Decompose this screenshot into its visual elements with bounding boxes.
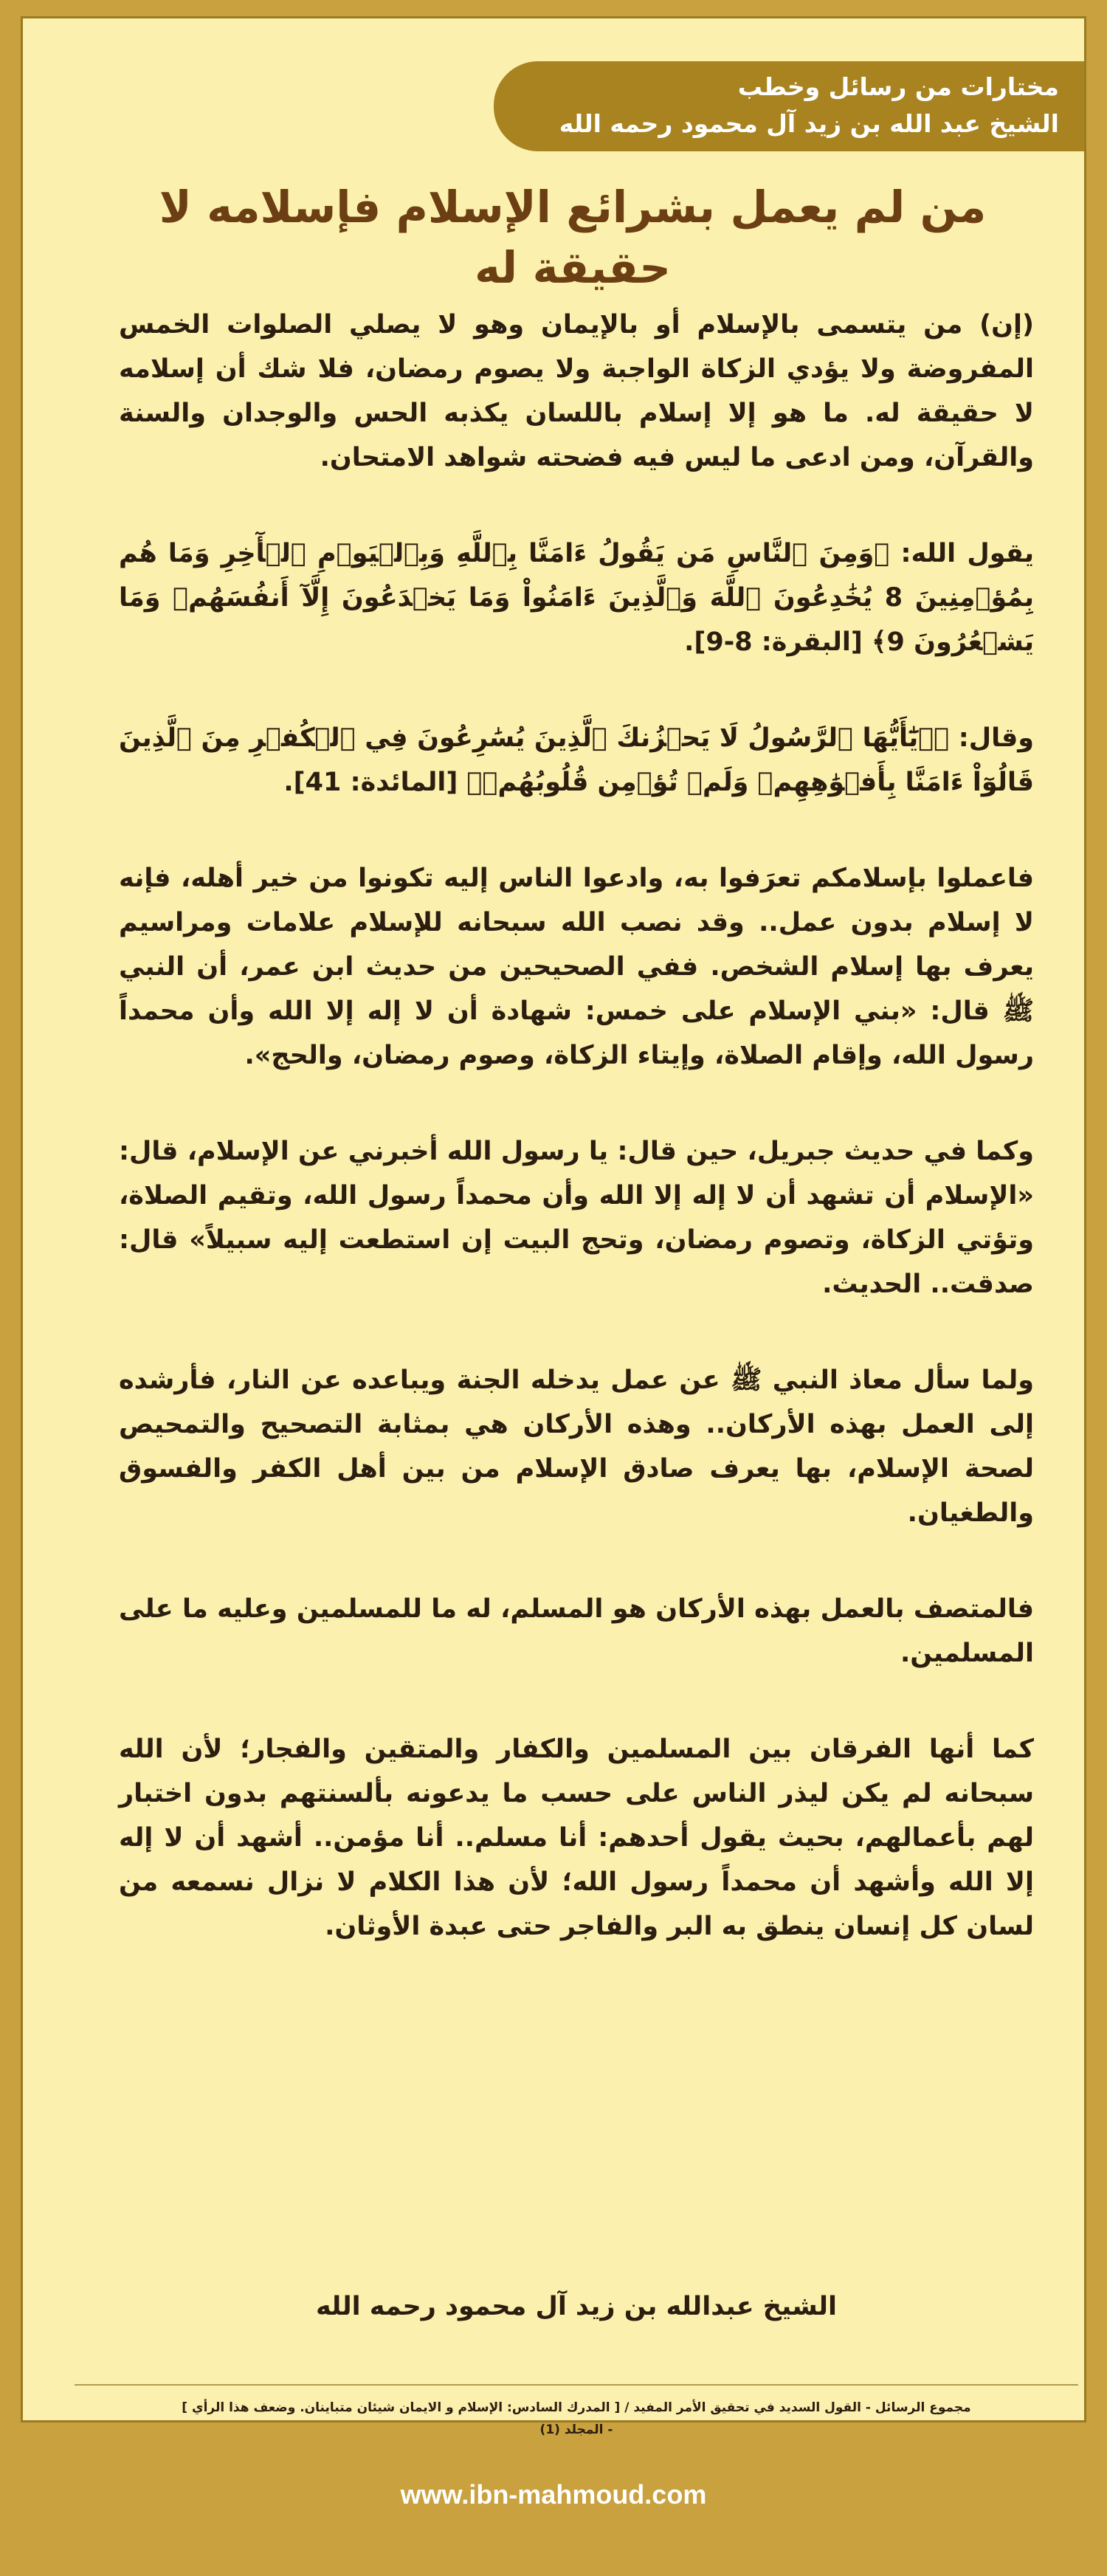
paragraph: فاعملوا بإسلامكم تعرَفوا به، وادعوا الناس إليه تكونوا من خير أهله، فإنه لا إسلام بدون عمل.. وقد نصب الله سبحانه للإسلام علامات ومراسيم يعرف بها إسلام الشخص. ففي الصحيحين من حديث ابن عمر، أن النبي ﷺ قال: «بني الإسلام على خمس: شهادة أن لا إله إلا الله وأن محمداً رسول الله، وإقام الصلاة، وإيتاء الزكاة، وصوم رمضان، والحج». xyxy=(119,864,1034,1070)
paragraph: ولما سأل معاذ النبي ﷺ عن عمل يدخله الجنة ويباعده عن النار، فأرشده إلى العمل بهذه الأركان.. وهذه الأركان هي بمثابة التصحيح والتمحيص لصحة الإسلام، بها يعرف صادق الإسلام من بين أهل الكفر والفسوق والطغيان. xyxy=(119,1366,1034,1528)
series-title: مختارات من رسائل وخطب xyxy=(737,72,1059,101)
paragraph: وقال: ﴿۞يَٰٓأَيُّهَا ٱلرَّسُولُ لَا يَحۡزُنكَ ٱلَّذِينَ يُسَٰرِعُونَ فِي ٱلۡكُفۡرِ مِنَ ٱلَّذِينَ قَالُوٓاْ ءَامَنَّا بِأَفۡوَٰهِهِمۡ وَلَمۡ تُؤۡمِن قُلُوبُهُمۡ﴾ [المائدة: 41]. xyxy=(119,723,1034,797)
reference-volume: - المجلد (1) xyxy=(539,2422,613,2437)
paragraph: كما أنها الفرقان بين المسلمين والكفار والمتقين والفجار؛ لأن الله سبحانه لم يكن ليذر الناس على حسب ما يدعونه بألسنتهم بدون اختبار لهم بأعمالهم، بحيث يقول أحدهم: أنا مسلم.. أنا مؤمن.. أشهد أن لا إله إلا الله وأشهد أن محمداً رسول الله؛ لأن هذا الكلام لا نزال نسمعه من لسان كل إنسان ينطق به البر والفاجر حتى عبدة الأوثان. xyxy=(119,1735,1034,1941)
article-title: من لم يعمل بشرائع الإسلام فإسلامه لا حقيقة له xyxy=(159,182,987,293)
divider xyxy=(75,2384,1078,2386)
article-card xyxy=(21,16,1086,2437)
paragraph: (إن) من يتسمى بالإسلام أو بالإيمان وهو لا يصلي الصلوات الخمس المفروضة ولا يؤدي الزكاة الواجبة ولا يصوم رمضان، فلا شك أن إسلامه لا حقيقة له. ما هو إلا إسلام باللسان يكذبه الحس والوجدان والسنة والقرآن، ومن ادعى ما ليس فيه فضحته شواهد الامتحان. xyxy=(119,310,1034,472)
source-reference xyxy=(75,2397,1078,2441)
author-name-header: الشيخ عبد الله بن زيد آل محمود رحمه الله xyxy=(559,109,1059,138)
author-signature: الشيخ عبدالله بن زيد آل محمود رحمه الله xyxy=(315,2292,838,2321)
reference-line: مجموع الرسائل - القول السديد في تحقيق الأمر المفيد / [ المدرك السادس: الإسلام و الايمان شيئان متباينان. وضعف هذا الرأي ] xyxy=(182,2400,971,2415)
paragraph: فالمتصف بالعمل بهذه الأركان هو المسلم، له ما للمسلمين وعليه ما على المسلمين. xyxy=(119,1594,1034,1668)
series-header xyxy=(494,61,1084,151)
paragraph: وكما في حديث جبريل، حين قال: يا رسول الله أخبرني عن الإسلام، قال: «الإسلام أن تشهد أن لا إله إلا الله وأن محمداً رسول الله، وتقيم الصلاة، وتؤتي الزكاة، وتصوم رمضان، وتحج البيت إن استطعت إليه سبيلاً» قال: صدقت.. الحديث. xyxy=(119,1137,1034,1299)
article-body xyxy=(119,303,1034,2000)
paragraph: يقول الله: ﴿وَمِنَ ٱلنَّاسِ مَن يَقُولُ ءَامَنَّا بِٱللَّهِ وَبِٱلۡيَوۡمِ ٱلۡأٓخِرِ وَمَا هُم بِمُؤۡمِنِينَ 8 يُخَٰدِعُونَ ٱللَّهَ وَٱلَّذِينَ ءَامَنُواْ وَمَا يَخۡدَعُونَ إِلَّآ أَنفُسَهُمۡ وَمَا يَشۡعُرُونَ 9﴾ [البقرة: 8-9]. xyxy=(119,539,1035,657)
website-link[interactable]: www.ibn-mahmoud.com xyxy=(400,2479,707,2510)
